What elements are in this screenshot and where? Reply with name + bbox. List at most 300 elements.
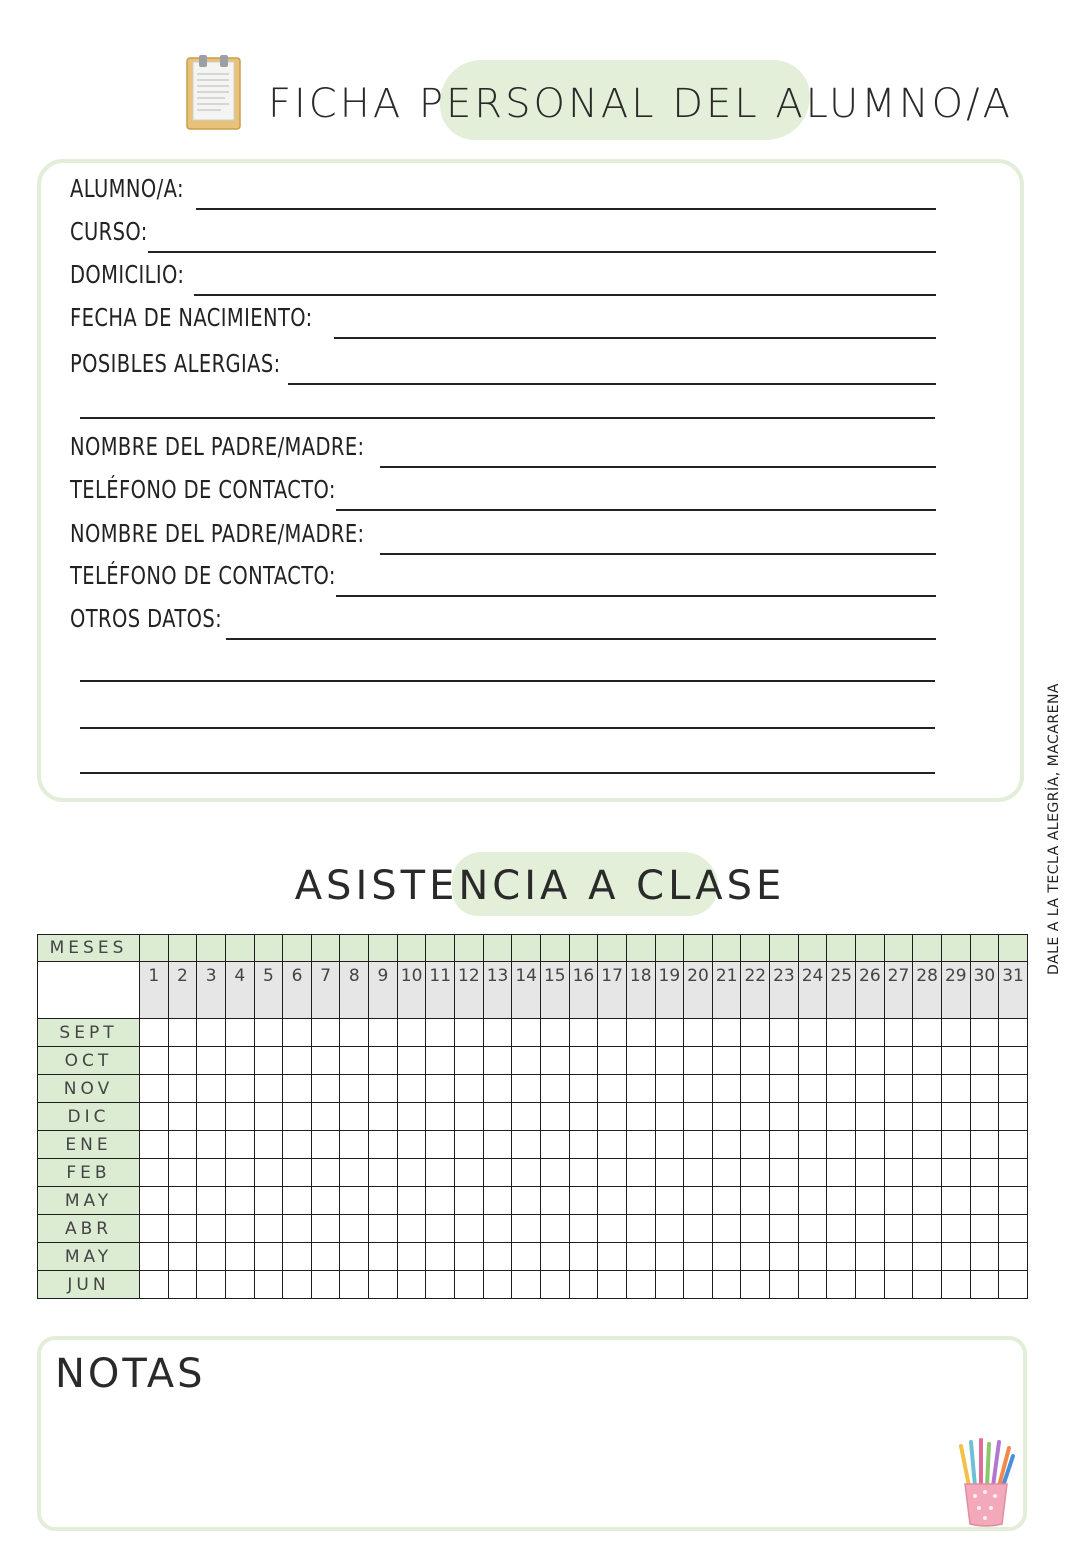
attendance-cell[interactable]	[283, 1103, 312, 1131]
attendance-cell[interactable]	[941, 1103, 970, 1131]
attendance-cell[interactable]	[741, 1187, 770, 1215]
attendance-cell[interactable]	[512, 1215, 541, 1243]
attendance-cell[interactable]	[856, 1131, 885, 1159]
attendance-cell[interactable]	[225, 1103, 254, 1131]
attendance-cell[interactable]	[540, 1131, 569, 1159]
write-line[interactable]	[336, 595, 936, 597]
attendance-cell[interactable]	[598, 1187, 627, 1215]
attendance-cell[interactable]	[913, 1075, 942, 1103]
attendance-cell[interactable]	[569, 1271, 598, 1299]
attendance-cell[interactable]	[369, 1271, 398, 1299]
attendance-cell[interactable]	[798, 1131, 827, 1159]
attendance-cell[interactable]	[140, 1243, 169, 1271]
attendance-cell[interactable]	[884, 1019, 913, 1047]
attendance-cell[interactable]	[283, 1215, 312, 1243]
attendance-cell[interactable]	[254, 1019, 283, 1047]
attendance-cell[interactable]	[712, 1159, 741, 1187]
attendance-cell[interactable]	[569, 1159, 598, 1187]
attendance-cell[interactable]	[140, 1159, 169, 1187]
attendance-cell[interactable]	[311, 1243, 340, 1271]
attendance-cell[interactable]	[827, 1019, 856, 1047]
attendance-cell[interactable]	[340, 1243, 369, 1271]
attendance-cell[interactable]	[770, 1103, 799, 1131]
attendance-cell[interactable]	[225, 1215, 254, 1243]
attendance-cell[interactable]	[426, 1215, 455, 1243]
attendance-cell[interactable]	[311, 1075, 340, 1103]
attendance-cell[interactable]	[684, 1075, 713, 1103]
attendance-cell[interactable]	[397, 1215, 426, 1243]
attendance-cell[interactable]	[225, 1187, 254, 1215]
attendance-cell[interactable]	[770, 1187, 799, 1215]
attendance-cell[interactable]	[397, 1047, 426, 1075]
attendance-cell[interactable]	[913, 1215, 942, 1243]
attendance-cell[interactable]	[225, 1271, 254, 1299]
attendance-cell[interactable]	[168, 1243, 197, 1271]
attendance-cell[interactable]	[798, 1187, 827, 1215]
attendance-cell[interactable]	[283, 1131, 312, 1159]
attendance-cell[interactable]	[197, 1103, 226, 1131]
attendance-cell[interactable]	[140, 1103, 169, 1131]
attendance-cell[interactable]	[970, 1187, 999, 1215]
attendance-cell[interactable]	[684, 1271, 713, 1299]
attendance-cell[interactable]	[540, 1075, 569, 1103]
attendance-cell[interactable]	[712, 1243, 741, 1271]
attendance-cell[interactable]	[884, 1103, 913, 1131]
attendance-cell[interactable]	[856, 1243, 885, 1271]
attendance-cell[interactable]	[913, 1131, 942, 1159]
attendance-cell[interactable]	[798, 1159, 827, 1187]
attendance-cell[interactable]	[397, 1243, 426, 1271]
attendance-cell[interactable]	[569, 1215, 598, 1243]
attendance-cell[interactable]	[311, 1019, 340, 1047]
write-line[interactable]	[380, 466, 936, 468]
attendance-cell[interactable]	[856, 1215, 885, 1243]
attendance-cell[interactable]	[168, 1075, 197, 1103]
write-line[interactable]	[196, 208, 936, 210]
attendance-cell[interactable]	[856, 1187, 885, 1215]
attendance-cell[interactable]	[827, 1047, 856, 1075]
attendance-cell[interactable]	[941, 1187, 970, 1215]
attendance-cell[interactable]	[741, 1131, 770, 1159]
attendance-cell[interactable]	[197, 1047, 226, 1075]
attendance-cell[interactable]	[369, 1187, 398, 1215]
attendance-cell[interactable]	[913, 1047, 942, 1075]
field-padre-madre-1[interactable]	[70, 430, 936, 470]
attendance-cell[interactable]	[512, 1075, 541, 1103]
attendance-cell[interactable]	[540, 1243, 569, 1271]
attendance-cell[interactable]	[512, 1131, 541, 1159]
attendance-cell[interactable]	[655, 1271, 684, 1299]
attendance-cell[interactable]	[140, 1131, 169, 1159]
attendance-cell[interactable]	[426, 1019, 455, 1047]
attendance-cell[interactable]	[426, 1131, 455, 1159]
attendance-cell[interactable]	[225, 1159, 254, 1187]
attendance-cell[interactable]	[340, 1131, 369, 1159]
attendance-cell[interactable]	[569, 1187, 598, 1215]
attendance-cell[interactable]	[626, 1159, 655, 1187]
attendance-cell[interactable]	[598, 1047, 627, 1075]
write-line[interactable]	[194, 294, 936, 296]
attendance-cell[interactable]	[369, 1159, 398, 1187]
attendance-cell[interactable]	[512, 1243, 541, 1271]
attendance-cell[interactable]	[626, 1103, 655, 1131]
attendance-cell[interactable]	[655, 1019, 684, 1047]
write-line[interactable]	[80, 727, 935, 729]
write-line[interactable]	[80, 680, 935, 682]
attendance-cell[interactable]	[941, 1131, 970, 1159]
attendance-cell[interactable]	[712, 1215, 741, 1243]
attendance-cell[interactable]	[340, 1187, 369, 1215]
attendance-cell[interactable]	[483, 1215, 512, 1243]
attendance-cell[interactable]	[512, 1159, 541, 1187]
attendance-cell[interactable]	[741, 1271, 770, 1299]
attendance-cell[interactable]	[397, 1271, 426, 1299]
attendance-cell[interactable]	[168, 1131, 197, 1159]
attendance-cell[interactable]	[655, 1103, 684, 1131]
attendance-cell[interactable]	[483, 1131, 512, 1159]
attendance-cell[interactable]	[397, 1131, 426, 1159]
attendance-cell[interactable]	[168, 1159, 197, 1187]
attendance-cell[interactable]	[827, 1187, 856, 1215]
attendance-cell[interactable]	[197, 1271, 226, 1299]
write-line[interactable]	[80, 417, 935, 419]
attendance-cell[interactable]	[941, 1159, 970, 1187]
attendance-cell[interactable]	[340, 1159, 369, 1187]
attendance-cell[interactable]	[884, 1187, 913, 1215]
attendance-cell[interactable]	[397, 1019, 426, 1047]
attendance-cell[interactable]	[626, 1215, 655, 1243]
attendance-cell[interactable]	[884, 1243, 913, 1271]
attendance-cell[interactable]	[426, 1103, 455, 1131]
attendance-cell[interactable]	[197, 1075, 226, 1103]
attendance-cell[interactable]	[426, 1075, 455, 1103]
attendance-cell[interactable]	[770, 1131, 799, 1159]
attendance-cell[interactable]	[970, 1019, 999, 1047]
attendance-cell[interactable]	[197, 1243, 226, 1271]
attendance-cell[interactable]	[827, 1215, 856, 1243]
attendance-cell[interactable]	[168, 1215, 197, 1243]
attendance-cell[interactable]	[369, 1243, 398, 1271]
attendance-cell[interactable]	[369, 1075, 398, 1103]
write-line[interactable]	[80, 772, 935, 774]
attendance-cell[interactable]	[741, 1103, 770, 1131]
attendance-cell[interactable]	[856, 1103, 885, 1131]
attendance-cell[interactable]	[626, 1019, 655, 1047]
attendance-cell[interactable]	[283, 1075, 312, 1103]
attendance-cell[interactable]	[970, 1075, 999, 1103]
attendance-cell[interactable]	[455, 1271, 484, 1299]
attendance-cell[interactable]	[140, 1215, 169, 1243]
attendance-cell[interactable]	[684, 1215, 713, 1243]
attendance-cell[interactable]	[483, 1243, 512, 1271]
attendance-cell[interactable]	[369, 1047, 398, 1075]
attendance-cell[interactable]	[483, 1103, 512, 1131]
attendance-cell[interactable]	[999, 1047, 1028, 1075]
attendance-cell[interactable]	[884, 1271, 913, 1299]
attendance-cell[interactable]	[970, 1215, 999, 1243]
attendance-cell[interactable]	[798, 1103, 827, 1131]
attendance-cell[interactable]	[512, 1271, 541, 1299]
attendance-cell[interactable]	[283, 1271, 312, 1299]
attendance-cell[interactable]	[856, 1019, 885, 1047]
attendance-cell[interactable]	[598, 1019, 627, 1047]
attendance-cell[interactable]	[369, 1019, 398, 1047]
attendance-cell[interactable]	[999, 1159, 1028, 1187]
attendance-cell[interactable]	[884, 1131, 913, 1159]
attendance-cell[interactable]	[197, 1131, 226, 1159]
attendance-cell[interactable]	[483, 1019, 512, 1047]
attendance-cell[interactable]	[225, 1243, 254, 1271]
attendance-cell[interactable]	[684, 1019, 713, 1047]
attendance-cell[interactable]	[827, 1243, 856, 1271]
attendance-cell[interactable]	[140, 1075, 169, 1103]
attendance-cell[interactable]	[540, 1019, 569, 1047]
attendance-cell[interactable]	[856, 1159, 885, 1187]
attendance-cell[interactable]	[856, 1047, 885, 1075]
attendance-cell[interactable]	[798, 1075, 827, 1103]
attendance-cell[interactable]	[798, 1047, 827, 1075]
attendance-cell[interactable]	[140, 1019, 169, 1047]
attendance-cell[interactable]	[311, 1271, 340, 1299]
attendance-cell[interactable]	[254, 1159, 283, 1187]
attendance-cell[interactable]	[540, 1047, 569, 1075]
attendance-cell[interactable]	[856, 1271, 885, 1299]
attendance-cell[interactable]	[626, 1271, 655, 1299]
attendance-cell[interactable]	[827, 1075, 856, 1103]
attendance-cell[interactable]	[455, 1215, 484, 1243]
attendance-cell[interactable]	[913, 1243, 942, 1271]
attendance-cell[interactable]	[770, 1215, 799, 1243]
attendance-cell[interactable]	[741, 1047, 770, 1075]
attendance-cell[interactable]	[741, 1159, 770, 1187]
attendance-cell[interactable]	[684, 1159, 713, 1187]
attendance-cell[interactable]	[197, 1187, 226, 1215]
attendance-cell[interactable]	[827, 1103, 856, 1131]
attendance-cell[interactable]	[512, 1103, 541, 1131]
attendance-cell[interactable]	[999, 1271, 1028, 1299]
attendance-cell[interactable]	[254, 1271, 283, 1299]
attendance-cell[interactable]	[970, 1243, 999, 1271]
attendance-cell[interactable]	[168, 1187, 197, 1215]
attendance-cell[interactable]	[340, 1103, 369, 1131]
attendance-cell[interactable]	[283, 1047, 312, 1075]
attendance-cell[interactable]	[684, 1047, 713, 1075]
attendance-cell[interactable]	[140, 1187, 169, 1215]
attendance-cell[interactable]	[999, 1019, 1028, 1047]
attendance-cell[interactable]	[283, 1019, 312, 1047]
attendance-cell[interactable]	[540, 1215, 569, 1243]
attendance-cell[interactable]	[827, 1159, 856, 1187]
attendance-cell[interactable]	[397, 1159, 426, 1187]
attendance-cell[interactable]	[483, 1047, 512, 1075]
attendance-cell[interactable]	[140, 1047, 169, 1075]
attendance-cell[interactable]	[197, 1019, 226, 1047]
write-line[interactable]	[336, 509, 936, 511]
attendance-cell[interactable]	[712, 1019, 741, 1047]
attendance-cell[interactable]	[970, 1271, 999, 1299]
attendance-cell[interactable]	[655, 1159, 684, 1187]
attendance-cell[interactable]	[598, 1131, 627, 1159]
attendance-cell[interactable]	[140, 1271, 169, 1299]
attendance-cell[interactable]	[512, 1187, 541, 1215]
attendance-cell[interactable]	[426, 1243, 455, 1271]
attendance-cell[interactable]	[913, 1103, 942, 1131]
attendance-cell[interactable]	[712, 1075, 741, 1103]
attendance-cell[interactable]	[941, 1047, 970, 1075]
attendance-cell[interactable]	[426, 1047, 455, 1075]
attendance-cell[interactable]	[598, 1243, 627, 1271]
attendance-cell[interactable]	[884, 1215, 913, 1243]
attendance-cell[interactable]	[941, 1215, 970, 1243]
write-line[interactable]	[380, 553, 936, 555]
field-fecha-nacimiento[interactable]	[70, 301, 936, 341]
attendance-cell[interactable]	[684, 1187, 713, 1215]
attendance-cell[interactable]	[941, 1075, 970, 1103]
attendance-cell[interactable]	[225, 1075, 254, 1103]
attendance-cell[interactable]	[999, 1187, 1028, 1215]
attendance-cell[interactable]	[598, 1215, 627, 1243]
attendance-cell[interactable]	[999, 1215, 1028, 1243]
field-telefono-1[interactable]	[70, 473, 936, 513]
attendance-cell[interactable]	[569, 1047, 598, 1075]
attendance-cell[interactable]	[168, 1047, 197, 1075]
attendance-cell[interactable]	[369, 1215, 398, 1243]
attendance-cell[interactable]	[798, 1215, 827, 1243]
attendance-cell[interactable]	[598, 1271, 627, 1299]
attendance-cell[interactable]	[626, 1187, 655, 1215]
attendance-cell[interactable]	[941, 1019, 970, 1047]
attendance-cell[interactable]	[225, 1131, 254, 1159]
attendance-cell[interactable]	[569, 1131, 598, 1159]
attendance-cell[interactable]	[483, 1159, 512, 1187]
attendance-cell[interactable]	[168, 1103, 197, 1131]
attendance-cell[interactable]	[369, 1103, 398, 1131]
attendance-cell[interactable]	[512, 1019, 541, 1047]
attendance-cell[interactable]	[197, 1159, 226, 1187]
attendance-cell[interactable]	[283, 1159, 312, 1187]
attendance-cell[interactable]	[712, 1131, 741, 1159]
attendance-cell[interactable]	[254, 1187, 283, 1215]
attendance-cell[interactable]	[684, 1243, 713, 1271]
attendance-cell[interactable]	[913, 1159, 942, 1187]
attendance-cell[interactable]	[884, 1159, 913, 1187]
attendance-cell[interactable]	[225, 1019, 254, 1047]
attendance-cell[interactable]	[455, 1103, 484, 1131]
attendance-cell[interactable]	[798, 1271, 827, 1299]
attendance-cell[interactable]	[770, 1047, 799, 1075]
attendance-cell[interactable]	[970, 1159, 999, 1187]
attendance-cell[interactable]	[999, 1243, 1028, 1271]
attendance-cell[interactable]	[455, 1243, 484, 1271]
attendance-cell[interactable]	[655, 1131, 684, 1159]
attendance-cell[interactable]	[311, 1187, 340, 1215]
attendance-cell[interactable]	[712, 1271, 741, 1299]
attendance-cell[interactable]	[254, 1103, 283, 1131]
attendance-cell[interactable]	[483, 1271, 512, 1299]
attendance-cell[interactable]	[455, 1159, 484, 1187]
attendance-cell[interactable]	[311, 1047, 340, 1075]
field-otros-datos[interactable]	[70, 602, 936, 642]
attendance-cell[interactable]	[340, 1271, 369, 1299]
attendance-cell[interactable]	[770, 1243, 799, 1271]
attendance-cell[interactable]	[913, 1187, 942, 1215]
attendance-cell[interactable]	[827, 1271, 856, 1299]
attendance-cell[interactable]	[598, 1159, 627, 1187]
attendance-cell[interactable]	[512, 1047, 541, 1075]
attendance-cell[interactable]	[340, 1075, 369, 1103]
attendance-cell[interactable]	[254, 1131, 283, 1159]
attendance-cell[interactable]	[311, 1103, 340, 1131]
attendance-cell[interactable]	[712, 1187, 741, 1215]
attendance-cell[interactable]	[626, 1243, 655, 1271]
attendance-cell[interactable]	[913, 1271, 942, 1299]
attendance-cell[interactable]	[626, 1131, 655, 1159]
attendance-cell[interactable]	[283, 1243, 312, 1271]
attendance-cell[interactable]	[455, 1019, 484, 1047]
attendance-cell[interactable]	[455, 1131, 484, 1159]
attendance-cell[interactable]	[426, 1271, 455, 1299]
attendance-cell[interactable]	[455, 1047, 484, 1075]
attendance-cell[interactable]	[254, 1047, 283, 1075]
write-line[interactable]	[288, 383, 936, 385]
attendance-cell[interactable]	[455, 1075, 484, 1103]
attendance-cell[interactable]	[741, 1215, 770, 1243]
attendance-cell[interactable]	[540, 1271, 569, 1299]
attendance-cell[interactable]	[168, 1271, 197, 1299]
attendance-cell[interactable]	[684, 1131, 713, 1159]
attendance-cell[interactable]	[483, 1075, 512, 1103]
field-padre-madre-2[interactable]	[70, 517, 936, 557]
attendance-cell[interactable]	[311, 1215, 340, 1243]
attendance-cell[interactable]	[655, 1215, 684, 1243]
attendance-cell[interactable]	[540, 1159, 569, 1187]
attendance-cell[interactable]	[598, 1103, 627, 1131]
attendance-cell[interactable]	[254, 1243, 283, 1271]
field-domicilio[interactable]	[70, 258, 936, 298]
attendance-cell[interactable]	[856, 1075, 885, 1103]
attendance-cell[interactable]	[770, 1271, 799, 1299]
attendance-cell[interactable]	[225, 1047, 254, 1075]
attendance-cell[interactable]	[569, 1103, 598, 1131]
attendance-cell[interactable]	[569, 1075, 598, 1103]
attendance-cell[interactable]	[369, 1131, 398, 1159]
attendance-cell[interactable]	[397, 1103, 426, 1131]
attendance-cell[interactable]	[540, 1103, 569, 1131]
attendance-cell[interactable]	[426, 1159, 455, 1187]
attendance-cell[interactable]	[655, 1075, 684, 1103]
attendance-cell[interactable]	[741, 1075, 770, 1103]
attendance-cell[interactable]	[684, 1103, 713, 1131]
attendance-cell[interactable]	[770, 1075, 799, 1103]
attendance-cell[interactable]	[741, 1243, 770, 1271]
attendance-cell[interactable]	[311, 1131, 340, 1159]
attendance-cell[interactable]	[999, 1103, 1028, 1131]
attendance-cell[interactable]	[340, 1047, 369, 1075]
attendance-cell[interactable]	[569, 1243, 598, 1271]
write-line[interactable]	[226, 638, 936, 640]
write-line[interactable]	[148, 251, 936, 253]
attendance-cell[interactable]	[712, 1047, 741, 1075]
write-line[interactable]	[334, 337, 936, 339]
field-alergias[interactable]	[70, 347, 936, 387]
attendance-cell[interactable]	[798, 1243, 827, 1271]
attendance-cell[interactable]	[655, 1243, 684, 1271]
attendance-cell[interactable]	[626, 1075, 655, 1103]
attendance-cell[interactable]	[455, 1187, 484, 1215]
attendance-cell[interactable]	[884, 1047, 913, 1075]
attendance-cell[interactable]	[941, 1243, 970, 1271]
attendance-cell[interactable]	[168, 1019, 197, 1047]
